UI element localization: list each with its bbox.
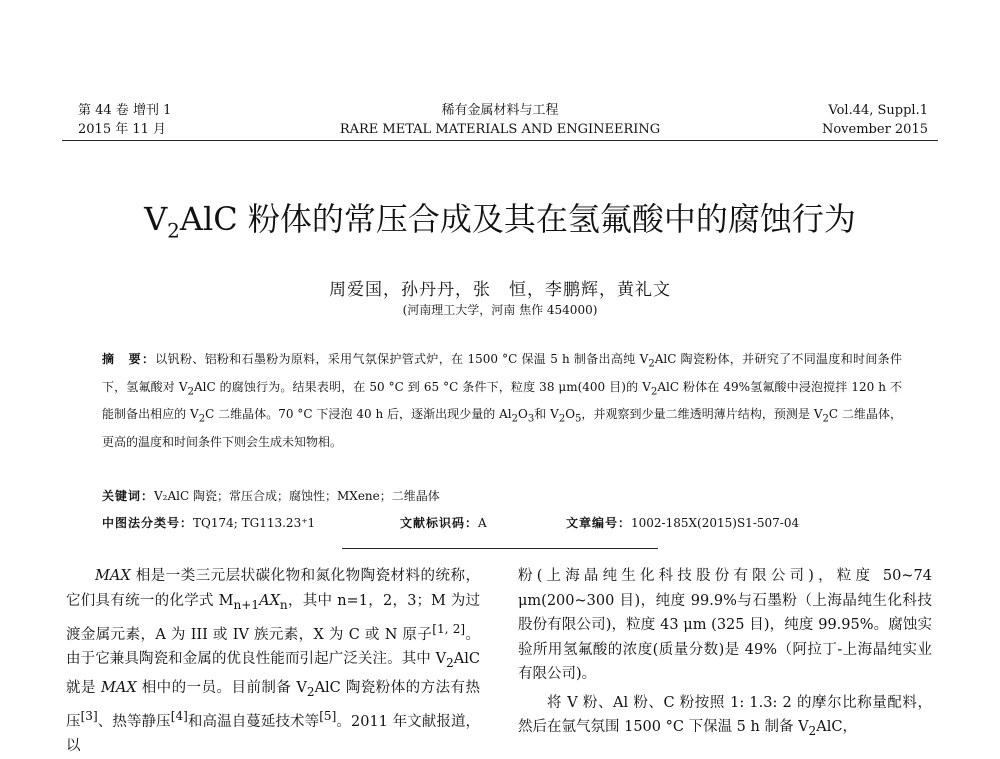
header-rule	[62, 140, 938, 141]
abstract-label: 摘 要：	[102, 352, 156, 366]
body-column-left	[66, 564, 480, 759]
body-column-right	[518, 564, 932, 743]
journal-title-cn: 稀有金属材料与工程	[441, 103, 559, 118]
body-paragraph: MAX 相是一类三元层状碳化物和氮化物陶瓷材料的统称，它们具有统一的化学式 $M_{n+1}AX_n$，其中 n=1，2，3；M 为过渡金属元素，A 为 III 或 IV 族元素，X 为 C 或 N 原子[1, 2]。由于它兼具陶瓷和金属的优良性能而引起广泛关注。其中 $V_2AlC$ 就是 MAX 相中的一员。目前制备 $V_2AlC$ 陶瓷粉体的方法有热压[3]、热等静压[4]和高温自蔓延技术等[5]。2011 年文献报道，以	[66, 568, 481, 755]
header-cn-volume: 第 44 卷 增刊 1	[78, 103, 172, 118]
abstract: 摘 要：以钒粉、铝粉和石墨粉为原料，采用气氛保护管式炉，在 1500 °C 保温 5 h 制备出高纯 $V_2AlC$ 陶瓷粉体，并研究了不同温度和时间条件下，氢氟酸对 $V_2AlC$ 的腐蚀行为。结果表明，在 50 °C 到 65 °C 条件下，粒度 38 μm(400 目)的 $V_2AlC$ 粉体在 49%氢氟酸中浸泡搅拌 120 h 不能制备出相应的 $V_2C$ 二维晶体。70 °C 下浸泡 40 h 后，逐渐出现少量的 $Al_2O_3$和 $V_2O_5$，并观察到少量二维透明薄片结构，预测是 $V_2C$ 二维晶体，更高的温度和时间条件下则会生成未知物相。	[102, 352, 903, 450]
section-separator	[342, 548, 658, 549]
clc-number: 中图法分类号：TQ174; TG113.23⁺1	[102, 516, 316, 530]
document-code: 文献标识码：A	[400, 516, 487, 530]
affiliation: (河南理工大学，河南 焦作 454000)	[402, 303, 598, 317]
header-volume-en: Vol.44, Suppl.1	[828, 103, 928, 118]
article-number: 文章编号：1002-185X(2015)S1-507-04	[566, 516, 800, 530]
body-paragraph: 粉(上海晶纯生化科技股份有限公司)，粒度 50~74 μm(200~300 目)，纯度 99.9%与石墨粉（上海晶纯生化科技股份有限公司)，粒度 43 μm (325 目)，纯度 99.95%。腐蚀实验所用氢氟酸的浓度(质量分数)是 49%（阿拉丁-上海晶纯实业有限公司)。	[518, 568, 932, 682]
header-date-en: November 2015	[821, 122, 928, 137]
keywords: 关键词：V₂AlC 陶瓷；常压合成；腐蚀性；MXene；二维晶体	[102, 489, 440, 503]
header-cn-date: 2015 年 11 月	[78, 122, 167, 137]
paper-title: $V_2AlC$ 粉体的常压合成及其在氢氟酸中的腐蚀行为	[144, 200, 856, 243]
body-paragraph: 将 V 粉、Al 粉、C 粉按照 1: 1.3: 2 的摩尔比称量配料，然后在氩气氛围 1500 °C 下保温 5 h 制备 $V_2AlC$，	[518, 694, 932, 738]
authors: 周爱国，孙丹丹，张 恒，李鹏辉，黄礼文	[329, 280, 671, 300]
journal-title-en: RARE METAL MATERIALS AND ENGINEERING	[339, 122, 661, 137]
